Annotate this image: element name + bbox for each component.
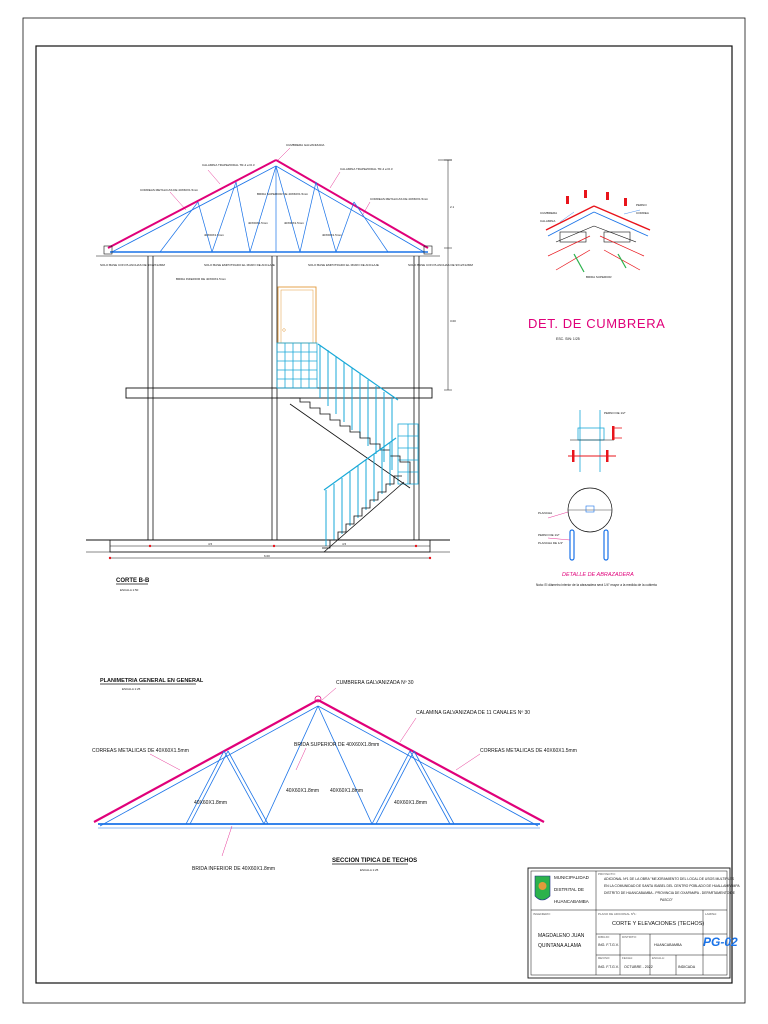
roof-slope-right [276, 160, 428, 248]
cumbrera-note-r1: PERNO [636, 203, 647, 207]
lamina-code: PG-02 [703, 935, 738, 949]
tipica-brida-inferior: BRIDA INFERIOR DE 40X60X1.8mm [192, 866, 276, 872]
abraz-note-1: PERNO DE 1/2" [604, 411, 626, 415]
title-seccion-tipica: SECCION TIPICA DE TECHOS [332, 858, 418, 864]
abrazadera-note: Nota: El diámetro interior de la abrazadera será 1/4" mayor a la medida de la cubierta [536, 583, 657, 587]
proyecto-line-3: DISTRITO DE HUANCABAMBA - PROVINCIA DE OXAPAMPA - DEPARTAMENTO DE [604, 891, 736, 895]
scale-corte-bb: ESCALA 1:50 [120, 588, 139, 592]
dim-b: 4.5 [342, 542, 347, 546]
label-calamina-right: CALAMINA TRAPEZOIDAL TR-4 e=0.3 [340, 167, 393, 171]
label-brida-inferior: BRIDA INFERIOR DE 40X60X1.5mm [176, 277, 226, 281]
detail-cumbrera [528, 190, 665, 341]
cumbrera-note-l1: CUMBRERA [540, 211, 558, 215]
proyecto-line-1: ADICIONAL Nº1 DE LA OBRA "MEJORAMIENTO DEL LOCAL DE USOS MULTIPLES [604, 877, 735, 881]
scale-planimetria: ESCALA 1:25 [122, 687, 141, 691]
label-member-4: 40X60X1.5mm [322, 233, 342, 237]
title-det-abrazadera: DETALLE DE ABRAZADERA [562, 572, 634, 578]
tipica-m3: 40X60X1.8mm [330, 788, 364, 794]
tipica-m2: 40X60X1.8mm [286, 788, 320, 794]
label-member-3: 40X60X1.5mm [284, 221, 304, 225]
plano-label: PLANO DE ADICIONAL Nº1: [598, 912, 637, 916]
door [278, 287, 316, 343]
title-block [528, 868, 740, 978]
dibujo-value: ING. F.T.G.V. [598, 943, 619, 947]
roof-slope-left [108, 160, 276, 248]
label-member-1: 40X60X1.5mm [204, 233, 224, 237]
fecha-value: OCTUBRE - 2022 [624, 965, 653, 969]
label-support-1: SOLO BASE CON PLANCHAS DE 9X12X12MM [100, 263, 165, 267]
label-correas-left: CORREAS METALICAS DE 40X60X1.5mm [140, 188, 199, 192]
title-det-cumbrera: DET. DE CUMBRERA [528, 316, 666, 331]
dim-total: 6.00 [264, 554, 270, 558]
escala-label: ESCALA: [652, 956, 665, 960]
section-bb [86, 143, 473, 592]
tipica-correas-right: CORREAS METALICAS DE 40X60X1.5mm [480, 748, 577, 754]
section-tipica [92, 680, 577, 872]
title-planimetria: PLANIMETRIA GENERAL EN GENERAL [100, 678, 204, 684]
proyecto-line-2: EN LA COMUNIDAD DE SANTA ISABEL DEL CENTRO POBLADO DE HUALLAMPAMPA [604, 884, 740, 888]
ingeniero-line-2: QUINTANA ALAMA [538, 943, 582, 949]
tipica-m1: 40X60X1.8mm [194, 800, 228, 806]
cumbrera-note-l2: CALAMINA [540, 219, 556, 223]
muni-line-1: MUNICIPALIDAD [554, 875, 589, 880]
lower-flight-balusters [326, 442, 390, 546]
tipica-brida-superior: BRIDA SUPERIOR DE 40X60X1.8mm [294, 742, 380, 748]
municipal-seal [535, 876, 550, 900]
dim-roof-height: 2.1 [450, 205, 455, 209]
landing-railing [398, 424, 418, 484]
label-cumbrera: CUMBRERA GALVANIZADA [286, 143, 325, 147]
label-support-3: SOLO BASE EMPOTRADO EL MURO DE ANCLAJE [308, 263, 379, 267]
plano-name: CORTE Y ELEVACIONES (TECHOS) [612, 921, 705, 927]
fecha-label: FECHA: [622, 956, 634, 960]
title-corte-bb: CORTE B-B [116, 578, 150, 584]
distrito-value: HUANCABAMBA [654, 943, 682, 947]
ingeniero-label: INGENIERO: [533, 912, 551, 916]
dim-wall-height: 3.00 [450, 319, 456, 323]
label-support-4: SOLO BASE CON PLANCHAS DE 9X12X12MM [408, 263, 473, 267]
detail-abrazadera [536, 410, 657, 587]
tipica-m4: 40X60X1.8mm [394, 800, 428, 806]
cumbrera-note-b: BRIDA SUPERIOR [586, 275, 612, 279]
label-member-2: 40X60X1.5mm [248, 221, 268, 225]
truss-web-tipica [186, 706, 454, 824]
abraz-note-3: PERNO DE 1/2" [538, 533, 560, 537]
tipica-cumbrera: CUMBRERA GALVANIZADA Nº 30 [336, 680, 414, 686]
abraz-note-2: PLANCHA [538, 511, 553, 515]
tipica-calamina: CALAMINA GALVANIZADA DE 11 CANALES Nº 30 [416, 710, 531, 716]
upper-railing [277, 343, 317, 388]
reviso-value: ING. F.T.G.V. [598, 965, 619, 969]
lamina-label: LAMINA: [705, 912, 718, 916]
label-correas-right: CORREAS METALICAS DE 40X60X1.5mm [370, 197, 429, 201]
muni-line-2: DISTRITAL DE [554, 887, 585, 892]
label-brida-superior: BRIDA SUPERIOR DE 40X60X1.5mm [257, 192, 309, 196]
escala-value: INDICADA [678, 965, 696, 969]
tipica-correas-left: CORREAS METALICAS DE 40X60X1.5mm [92, 748, 189, 754]
abraz-note-4: PLANCHA DE 1/4" [538, 541, 564, 545]
scale-seccion-tipica: ESCALA 1:25 [360, 868, 379, 872]
mezzanine-slab [126, 388, 432, 398]
scale-det-cumbrera: ESC. SIN: 1/25 [556, 337, 580, 341]
truss-top-right [318, 700, 544, 822]
outer-border [23, 18, 745, 1003]
upper-flight-balusters [320, 345, 392, 470]
label-calamina-left: CALAMINA TRAPEZOIDAL TR-4 e=0.3 [202, 163, 255, 167]
ingeniero-line-1: MAGDALENO JUAN [538, 933, 585, 939]
distrito-label: DISTRITO: [622, 935, 637, 939]
label-support-2: SOLO BASE EMPOTRADO EL MURO DE ANCLAJE [204, 263, 275, 267]
muni-line-3: HUANCABAMBA [554, 899, 589, 904]
cumbrera-note-r2: CORREA [636, 211, 649, 215]
dim-a: 4.5 [208, 542, 213, 546]
dibujo-label: DIBUJO: [598, 935, 610, 939]
reviso-label: REVISO: [598, 956, 611, 960]
inner-border [36, 46, 732, 983]
proyecto-label: PROYECTO: [598, 872, 616, 876]
proyecto-line-4: PASCO" [660, 898, 673, 902]
